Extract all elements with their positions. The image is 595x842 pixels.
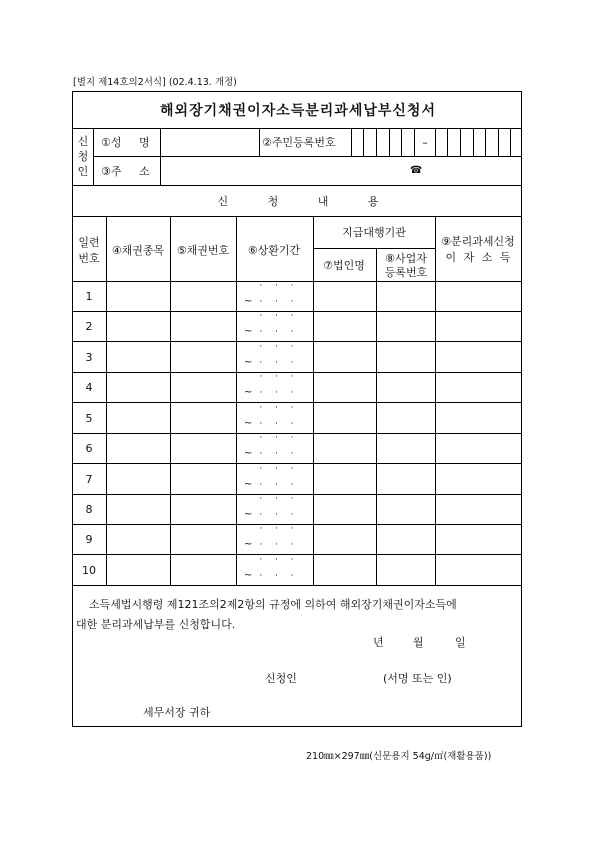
name-label: ①성 명 xyxy=(101,136,150,149)
rrn-box-line xyxy=(447,128,448,156)
bond-number-header: ⑤채권번호 xyxy=(176,244,230,257)
address-field[interactable] xyxy=(162,159,406,185)
row-number: 2 xyxy=(85,320,93,333)
applicant-divider xyxy=(93,156,521,157)
applicant-bottom-line xyxy=(73,185,521,186)
corp-name-col-line xyxy=(376,248,377,585)
phone-icon: ☎ xyxy=(410,165,423,176)
period-dots: · · · xyxy=(259,433,299,443)
form-title: 해외장기채권이자소득분리과세납부신청서 xyxy=(160,103,436,119)
rrn-box-line xyxy=(460,128,461,156)
name-field[interactable] xyxy=(162,130,260,156)
applicant-sign-label: 신청인 xyxy=(265,672,297,685)
period-dots: · · · xyxy=(259,311,299,321)
rrn-box-line xyxy=(473,128,474,156)
biz-reg-header: 등록번호 xyxy=(384,266,428,279)
signature-note: (서명 또는 인) xyxy=(383,672,452,685)
row-number: 10 xyxy=(82,564,96,577)
rrn-box-line xyxy=(485,128,486,156)
rrn-label: ②주민등록번호 xyxy=(262,136,336,149)
period-dots: · · · xyxy=(259,464,299,474)
period-dots: · · · xyxy=(259,540,299,550)
rrn-label-divider xyxy=(351,128,352,156)
serial-header: 일련 xyxy=(78,236,100,249)
rrn-box-line xyxy=(363,128,364,156)
bond-type-header: ④채권종목 xyxy=(111,244,165,257)
period-tilde: ~ xyxy=(244,539,253,550)
rrn-box-line xyxy=(389,128,390,156)
serial-header: 번호 xyxy=(78,252,100,265)
period-dots: · · · xyxy=(259,419,299,429)
period-tilde: ~ xyxy=(244,418,253,429)
period-dots: · · · xyxy=(259,494,299,504)
addressee: 세무서장 귀하 xyxy=(143,706,211,719)
paper-spec-footer: 210㎜×297㎜(신문용지 54g/㎡(재활용품)) xyxy=(306,751,492,762)
date-day: 일 xyxy=(455,636,466,649)
serial-col-line xyxy=(106,216,107,585)
applicant-label-divider xyxy=(93,128,94,185)
statement-line-1: 소득세법시행령 제121조의2제2항의 규정에 의하여 해외장기채권이자소득에 xyxy=(89,598,457,611)
row-number: 8 xyxy=(85,503,93,516)
section-title: 신 청 내 용 xyxy=(217,195,379,208)
redemption-header: ⑥상환기간 xyxy=(247,244,301,257)
period-tilde: ~ xyxy=(244,326,253,337)
separate-tax-header: 이 자 소 득 xyxy=(445,251,511,264)
period-tilde: ~ xyxy=(244,357,253,368)
rrn-box-line xyxy=(435,128,436,156)
paying-agent-header: 지급대행기관 xyxy=(342,226,406,239)
period-tilde: ~ xyxy=(244,479,253,490)
period-tilde: ~ xyxy=(244,296,253,307)
biz-reg-col-line xyxy=(435,216,436,585)
rrn-box-line xyxy=(376,128,377,156)
period-dots: · · · xyxy=(259,372,299,382)
table-bottom-line xyxy=(73,585,521,586)
applicant-label-char: 신 xyxy=(77,135,89,148)
period-dots: · · · xyxy=(259,388,299,398)
title-divider xyxy=(73,128,521,129)
biz-reg-header: ⑧사업자 xyxy=(385,252,427,265)
separate-tax-header: ⑨분리과세신청 xyxy=(441,235,515,248)
period-dots: · · · xyxy=(259,358,299,368)
agent-subheader-line xyxy=(313,248,435,249)
section-title-line xyxy=(73,216,521,217)
period-dots: · · · xyxy=(259,480,299,490)
row-number: 3 xyxy=(85,351,93,364)
form-frame xyxy=(72,91,522,727)
row-number: 6 xyxy=(85,442,93,455)
row-number: 7 xyxy=(85,473,93,486)
applicant-label-char: 청 xyxy=(77,150,89,163)
period-dots: · · · xyxy=(259,281,299,291)
period-tilde: ~ xyxy=(244,448,253,459)
address-label: ③주 소 xyxy=(101,165,150,178)
bond-type-col-line xyxy=(170,216,171,585)
field-label-divider xyxy=(160,128,161,185)
period-dots: · · · xyxy=(259,403,299,413)
statement-line-2: 대한 분리과세납부를 신청합니다. xyxy=(76,618,236,631)
period-dots: · · · xyxy=(259,342,299,352)
rrn-box-line xyxy=(498,128,499,156)
period-dots: · · · xyxy=(259,297,299,307)
period-tilde: ~ xyxy=(244,387,253,398)
period-dots: · · · xyxy=(259,327,299,337)
rrn-box-line xyxy=(414,128,415,156)
row-number: 1 xyxy=(85,290,93,303)
rrn-dash: – xyxy=(422,136,428,149)
corp-name-header: ⑦법인명 xyxy=(323,259,365,272)
period-dots: · · · xyxy=(259,524,299,534)
row-number: 5 xyxy=(85,412,93,425)
rrn-box-line xyxy=(510,128,511,156)
rrn-box-line xyxy=(401,128,402,156)
period-tilde: ~ xyxy=(244,509,253,520)
date-month: 월 xyxy=(413,636,424,649)
period-tilde: ~ xyxy=(244,570,253,581)
row-number: 9 xyxy=(85,533,93,546)
form-number-note: [별지 제14호의2서식] (02.4.13. 개정) xyxy=(73,77,237,88)
applicant-label-char: 인 xyxy=(77,165,89,178)
bond-number-col-line xyxy=(236,216,237,585)
row-number: 4 xyxy=(85,381,93,394)
period-dots: · · · xyxy=(259,555,299,565)
date-year: 년 xyxy=(373,636,384,649)
period-dots: · · · xyxy=(259,449,299,459)
period-dots: · · · xyxy=(259,571,299,581)
period-dots: · · · xyxy=(259,510,299,520)
redemption-col-line xyxy=(313,216,314,585)
